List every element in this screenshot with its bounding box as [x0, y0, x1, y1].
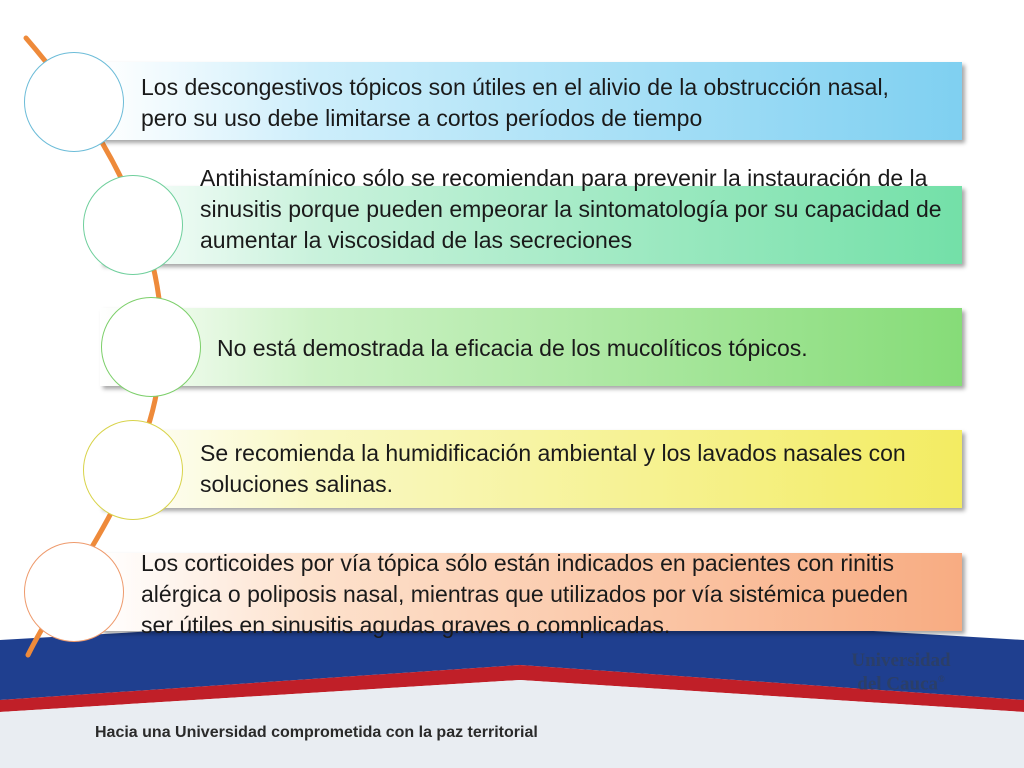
footer-slogan: Hacia una Universidad comprometida con la paz territorial — [95, 724, 538, 741]
item-text-1: Los descongestivos tópicos son útiles en el alivio de la obstrucción nasal, pero su uso debe limitarse a cortos períodos de tiempo — [141, 74, 889, 131]
logo-registered-mark: ® — [938, 674, 945, 684]
item-text-2: Antihistamínico sólo se recomiendan para prevenir la instauración de la sinusitis porque pueden empeorar la sintomatología por su capacidad de aumentar la viscosidad de las secreciones — [200, 165, 942, 253]
university-logo — [846, 651, 956, 693]
logo-line-2-text: del Cauca — [857, 673, 938, 695]
logo-line-2 — [846, 670, 956, 693]
bullet-circle-1 — [24, 52, 124, 152]
item-text-4: Se recomienda la humidificación ambiental y los lavados nasales con soluciones salinas. — [200, 440, 906, 497]
bullet-circle-5 — [24, 542, 124, 642]
bullet-circle-4 — [83, 420, 183, 520]
item-text-5: Los corticoides por vía tópica sólo están indicados en pacientes con rinitis alérgica o poliposis nasal, mientras que utilizados por vía sistémica pueden ser útiles en sinusitis agudas graves o complicadas. — [141, 550, 909, 638]
item-text-3: No está demostrada la eficacia de los mucolíticos tópicos. — [217, 335, 808, 361]
bullet-circle-3 — [101, 297, 201, 397]
bullet-circle-2 — [83, 175, 183, 275]
logo-line-1: Universidad — [851, 650, 951, 671]
